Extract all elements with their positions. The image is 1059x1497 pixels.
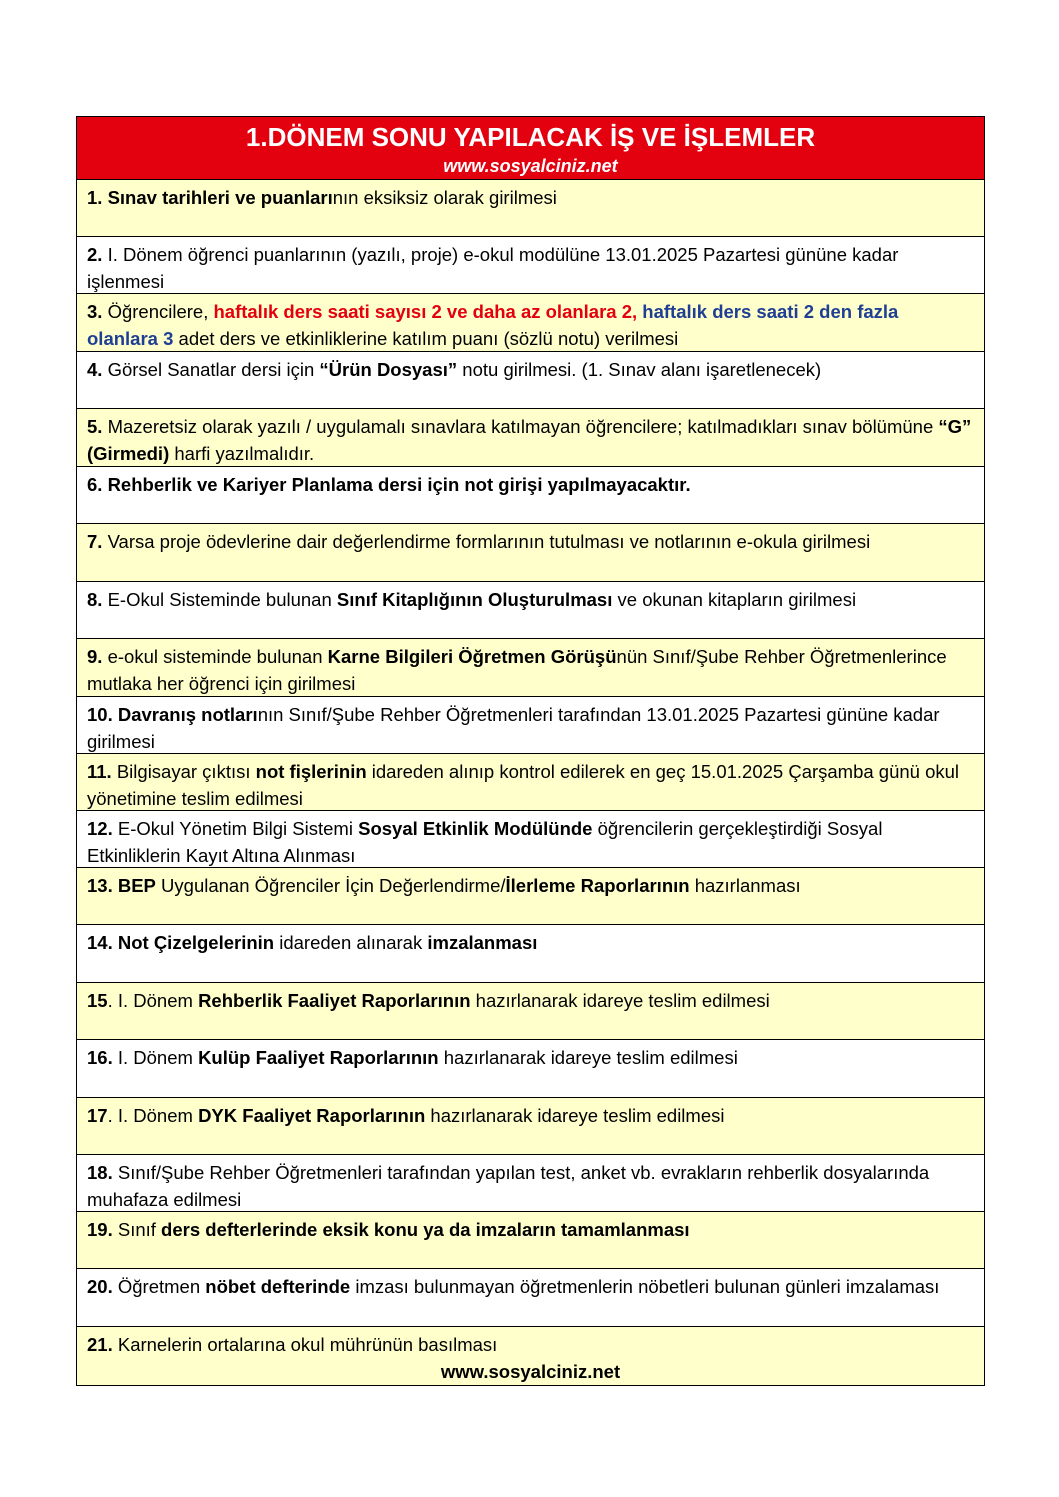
item-text: İlerleme Raporlarının [505,875,690,896]
item-text: 4. [87,359,103,380]
item-text: hazırlanarak idareye teslim edilmesi [425,1105,725,1126]
item-text: Öğretmen [112,1276,206,1297]
item-text: 21. [87,1334,113,1355]
item-text: 16. [87,1047,113,1068]
item-text: haftalık ders saati 2 den fazla olanlara 3 [87,301,899,349]
header-site-url: www.sosyalciniz.net [443,156,618,176]
item-text: 14. Not Çizelgelerinin [87,932,275,953]
list-item [77,1155,984,1212]
item-text: öğrencilerin gerçekleştirdiği Sosyal Etkinliklerin Kayıt Altına Alınması [87,818,883,866]
item-text: 17 [87,1105,108,1126]
item-text: imzalanması [427,932,538,953]
item-text: Bilgisayar çıktısı [111,761,256,782]
list-item [77,582,984,639]
list-item [77,697,984,754]
item-text: 7. [87,531,103,552]
list-item [77,1269,984,1327]
item-text: ders defterlerinde eksik konu ya da imzaların tamamlanması [161,1219,690,1240]
list-item [77,754,984,811]
item-text: . I. Dönem [107,990,199,1011]
list-item [77,1040,984,1098]
item-text: I. Dönem öğrenci puanlarının (yazılı, proje) e-okul modülüne 13.01.2025 Pazartesi gününe kadar işlenmesi [87,244,899,292]
list-item [77,1098,984,1155]
item-text: 15 [87,990,108,1011]
item-text: E-Okul Yönetim Bilgi Sistemi [112,818,359,839]
list-item [77,925,984,983]
item-text: hazırlanarak idareye teslim edilmesi [438,1047,738,1068]
item-text: 5. [87,416,103,437]
item-text: 3. [87,301,103,322]
list-item [77,180,984,237]
item-text: Sınıf/Şube Rehber Öğretmenleri tarafından yapılan test, anket vb. evrakların rehberlik dosyalarında muhafaza edilmesi [87,1162,930,1210]
list-item [77,868,984,925]
item-text: nöbet defterinde [205,1276,351,1297]
item-text: not fişlerinin [255,761,367,782]
item-text: 12. [87,818,113,839]
list-item [77,811,984,868]
list-item [77,237,984,294]
item-text: 18. [87,1162,113,1183]
item-text: Sınıf Kitaplığının Oluşturulması [336,589,613,610]
footer-site-url: www.sosyalciniz.net [440,1361,621,1382]
list-item [77,467,984,524]
item-text: harfi yazılmalıdır. [169,443,315,464]
item-text: 1. Sınav tarihleri ve puanları [87,187,333,208]
item-text: DYK Faaliyet Raporlarının [198,1105,426,1126]
item-text: 9. [87,646,103,667]
item-text: nün Sınıf/Şube Rehber Öğretmenlerince mutlaka her öğrenci için girilmesi [87,646,947,694]
item-text: 6. Rehberlik ve Kariyer Planlama dersi için not girişi yapılmayacaktır. [87,474,691,495]
list-item [77,639,984,697]
item-text: Görsel Sanatlar dersi için [102,359,320,380]
list-item [77,983,984,1040]
item-text: 2. [87,244,103,265]
list-item [77,524,984,582]
checklist-table [76,116,985,1386]
item-text: Karnelerin ortalarına okul mührünün basılması [112,1334,498,1355]
item-text: 10. Davranış notları [87,704,258,725]
item-text: E-Okul Sisteminde bulunan [102,589,337,610]
item-text: imzası bulunmayan öğretmenlerin nöbetleri bulunan günleri imzalaması [350,1276,940,1297]
list-item [77,1212,984,1269]
item-text: idareden alınarak [274,932,428,953]
item-text: nın Sınıf/Şube Rehber Öğretmenleri tarafından 13.01.2025 Pazartesi gününe kadar girilmesi [87,704,940,752]
item-text: Uygulanan Öğrenciler İçin Değerlendirme/ [155,875,506,896]
item-text: “G” (Girmedi) [87,416,972,464]
item-text: idareden alınıp kontrol edilerek en geç 15.01.2025 Çarşamba günü okul yönetimine teslim edilmesi [87,761,960,809]
item-text: “Ürün Dosyası” [319,359,458,380]
item-text: 13. BEP [87,875,156,896]
list-item [77,294,984,352]
checklist-rows [77,180,984,1385]
item-text: Karne Bilgileri Öğretmen Görüşü [327,646,617,667]
item-text: Öğrencilere, [102,301,214,322]
item-text: Varsa proje ödevlerine dair değerlendirme formlarının tutulması ve notlarının e-okula girilmesi [102,531,871,552]
list-item [77,1327,984,1385]
item-text: . I. Dönem [107,1105,199,1126]
list-item [77,352,984,409]
page-title: 1.DÖNEM SONU YAPILACAK İŞ VE İŞLEMLER [245,122,816,152]
item-text: haftalık ders saati sayısı 2 ve daha az olanlara 2, [213,301,638,322]
item-text: ve okunan kitapların girilmesi [612,589,857,610]
item-text: I. Dönem [112,1047,199,1068]
item-text: adet ders ve etkinliklerine katılım puanı (sözlü notu) verilmesi [173,328,679,349]
table-header [77,117,984,180]
item-text: hazırlanması [689,875,801,896]
list-item [77,409,984,467]
item-text: 11. [87,761,112,782]
item-text: nın eksiksiz olarak girilmesi [332,187,557,208]
item-text: hazırlanarak idareye teslim edilmesi [470,990,770,1011]
item-text: Sınıf [112,1219,162,1240]
item-text: Rehberlik Faaliyet Raporlarının [198,990,471,1011]
item-text: 8. [87,589,103,610]
item-text: Kulüp Faaliyet Raporlarının [198,1047,439,1068]
item-text: 19. [87,1219,113,1240]
item-text: 20. [87,1276,113,1297]
item-text: Mazeretsiz olarak yazılı / uygulamalı sınavlara katılmayan öğrencilere; katılmadıkları sınav bölümüne [102,416,939,437]
item-text: Sosyal Etkinlik Modülünde [358,818,593,839]
item-text: notu girilmesi. (1. Sınav alanı işaretlenecek) [457,359,822,380]
item-text: e-okul sisteminde bulunan [102,646,328,667]
